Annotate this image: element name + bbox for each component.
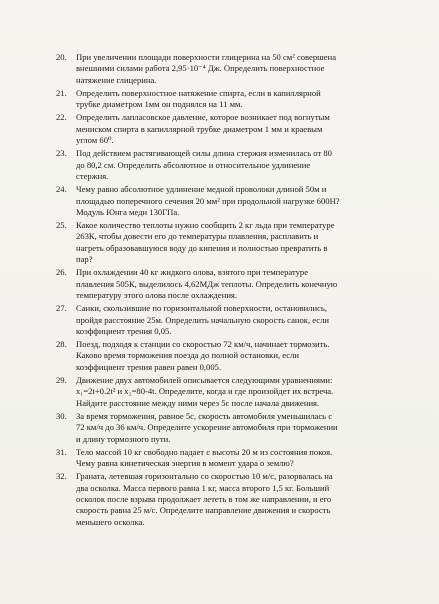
problem-number: 23. — [56, 148, 67, 159]
problem-text — [76, 411, 425, 445]
problem-23 — [56, 148, 425, 182]
problem-text — [76, 184, 425, 218]
text-line: Определить поверхностное натяжение спирта, если в капиллярной — [76, 87, 321, 98]
text-line: Определить лапласовское давление, которое возникает под вогнутым — [76, 112, 330, 123]
text-line: скорость равна 25 м/с. Определите направление движения и скорость — [76, 505, 331, 516]
problem-text — [76, 220, 425, 265]
text-line: внешними силами работа 2,95·10⁻⁴ Дж. Определить поверхностное — [76, 63, 325, 74]
problem-32 — [56, 471, 425, 527]
problem-29 — [56, 375, 425, 409]
text-line: Поезд, подходя к станции со скоростью 72 км/ч, начинает тормозить. — [76, 339, 330, 350]
text-line: два осколка. Масса первого равна 1 кг, масса второго 1,5 кг. Больший — [76, 482, 330, 493]
text-line: 263К, чтобы довести его до температуры плавления, расплавить и — [76, 231, 319, 242]
problem-number: 30. — [56, 410, 67, 421]
text-line: и длину тормозного пути. — [76, 433, 171, 444]
problem-number: 29. — [56, 375, 67, 386]
text-line: Граната, летевшая горизонтально со скоростью 10 м/с, разорвалась на — [76, 471, 333, 482]
problem-30 — [56, 411, 425, 445]
text-line: Движение двух автомобилей описывается следующими уравнениями: — [76, 375, 333, 386]
text-line: меньшего осколка. — [76, 516, 145, 527]
problem-25 — [56, 220, 425, 265]
problem-21 — [56, 88, 425, 111]
text-line: При охлаждении 40 кг жидкого олова, взятого при температуре — [76, 267, 309, 278]
problem-number: 31. — [56, 446, 67, 457]
text-line: Чему равно абсолютное удлинение медной проволоки длиной 50м и — [76, 184, 327, 195]
text-line: Санки, скользившие по горизонтальной поверхности, остановились, — [76, 303, 327, 314]
text-line: до 80,2 см. Определить абсолютное и относительное удлинение — [76, 159, 311, 170]
problem-31 — [56, 447, 425, 470]
text-line: Найдите расстояние между ними через 5с после начала движения. — [76, 397, 320, 408]
problem-text — [76, 375, 425, 409]
problem-number: 32. — [56, 471, 67, 482]
text-line: площадью поперечного сечения 20 мм² при продольной нагрузке 600Н? — [76, 195, 340, 206]
text-line: температуру этого олова после охлаждения. — [76, 289, 238, 300]
problem-number: 20. — [56, 52, 67, 62]
text-line: Чему равна кинетическая энергия в момент удара о землю? — [76, 458, 294, 469]
problem-text — [76, 471, 425, 527]
text-line: При увеличении площади поверхности глицерина на 50 см² совершена — [76, 52, 337, 62]
problem-number: 26. — [56, 267, 67, 278]
text-line: стержня. — [76, 170, 109, 181]
text-line: осколок после взрыва продолжает лететь в том же направлении, и его — [76, 493, 332, 504]
problem-27 — [56, 303, 425, 337]
text-line: Модуль Юнга меди 130ГПа. — [76, 206, 180, 217]
problem-text — [76, 52, 425, 86]
text-line: плавления 505К, выделилось 4,62МДж теплоты. Определить конечную — [76, 278, 338, 289]
text-line: мениском спирта в капиллярной трубке диаметром 1 мм и краевым — [76, 123, 323, 134]
problem-28 — [56, 339, 425, 373]
text-line: За время торможения, равное 5с, скорость автомобиля уменьшилась с — [76, 410, 333, 421]
text-line: нагреть образовавшуюся воду до кипения и полностью превратить в — [76, 242, 328, 253]
problem-text — [76, 148, 425, 182]
problem-number: 25. — [56, 220, 67, 231]
text-line: углом 60⁰. — [76, 135, 114, 146]
text-line: x₁=2t+0.2t² и x₂=80-4t. Определите, когда и где произойдет их встреча. — [76, 386, 334, 397]
problem-number: 22. — [56, 112, 67, 123]
problem-text — [76, 88, 425, 111]
problem-number: 28. — [56, 339, 67, 350]
text-line: коэффициент трения 0,05. — [76, 325, 172, 336]
problem-text — [76, 303, 425, 337]
problem-26 — [56, 267, 425, 301]
problem-20 — [56, 52, 425, 86]
text-line: пройдя расстояние 25м. Определить начальную скорость санок, если — [76, 314, 330, 325]
problem-text — [76, 447, 425, 470]
text-line: коэффициент трения равен равен 0,005. — [76, 361, 222, 372]
text-line: натяжение глицерина. — [76, 74, 157, 85]
text-line: Каково время торможения поезда до полной остановки, если — [76, 350, 299, 361]
text-line: 72 км/ч до 36 км/ч. Определите ускорение автомобиля при торможении — [76, 422, 338, 433]
text-line: пар? — [76, 254, 93, 265]
text-line: Под действием растягивающей силы длина стержня изменилась от 80 — [76, 148, 332, 159]
problem-text — [76, 112, 425, 146]
text-line: Какое количество теплоты нужно сообщить 2 кг льда при температуре — [76, 220, 335, 231]
text-line: трубке диаметром 1мм он поднялся на 11 мм. — [76, 99, 243, 110]
text-line: Тело массой 10 кг свободно падает с высоты 20 м из состояния покоя. — [76, 446, 333, 457]
problem-number: 24. — [56, 184, 67, 195]
problem-number: 27. — [56, 303, 67, 314]
problem-22 — [56, 112, 425, 146]
problem-24 — [56, 184, 425, 218]
problem-text — [76, 267, 425, 301]
problem-text — [76, 339, 425, 373]
problem-number: 21. — [56, 87, 67, 98]
